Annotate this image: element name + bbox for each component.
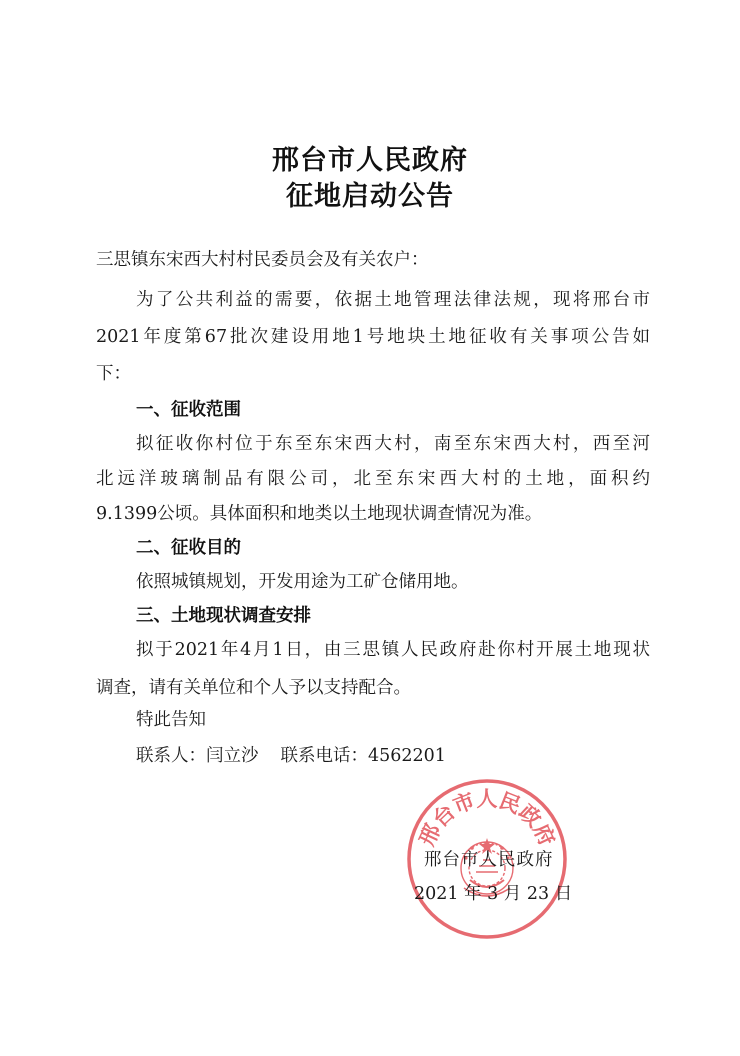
section-1-line-3: 9.1399公顷。具体面积和地类以土地现状调查情况为准。	[96, 504, 543, 524]
section-1-line-1: 拟征收你村位于东至东宋西大村，南至东宋西大村，西至河	[136, 434, 650, 454]
title-line-1: 邢台市人民政府	[272, 145, 468, 176]
signature-org: 邢台市人民政府	[424, 850, 554, 870]
section-1-line-2: 北远洋玻璃制品有限公司，北至东宋西大村的土地，面积约	[96, 469, 650, 489]
section-3-line-2: 调查，请有关单位和个人予以支持配合。	[96, 678, 411, 698]
contact-line	[136, 744, 446, 768]
intro-line-3: 下：	[96, 364, 131, 384]
contact-person-label: 联系人：	[136, 746, 206, 766]
title-line-2: 征地启动公告	[286, 181, 454, 212]
addressee: 三思镇东宋西大村村民委员会及有关农户：	[96, 250, 429, 270]
contact-person: 闫立沙	[206, 746, 259, 766]
signature-date: 2021 年 3 月 23 日	[414, 884, 573, 904]
section-3-line-1: 拟于2021年4月1日，由三思镇人民政府赴你村开展土地现状	[136, 640, 650, 660]
section-3-heading: 三、土地现状调查安排	[136, 606, 311, 626]
section-2-line-1: 依照城镇规划，开发用途为工矿仓储用地。	[136, 572, 469, 592]
seal-text: 邢台市人民政府	[414, 786, 560, 850]
section-2-heading: 二、征收目的	[136, 538, 241, 558]
closing-text: 特此告知	[136, 710, 206, 730]
intro-line-2: 2021年度第67批次建设用地1号地块土地征收有关事项公告如	[96, 327, 650, 347]
contact-phone-label: 联系电话：	[280, 746, 368, 766]
intro-line-1: 为了公共利益的需要，依据土地管理法律法规，现将邢台市	[136, 290, 650, 310]
contact-phone: 4562201	[368, 746, 446, 766]
section-1-heading: 一、征收范围	[136, 400, 241, 420]
